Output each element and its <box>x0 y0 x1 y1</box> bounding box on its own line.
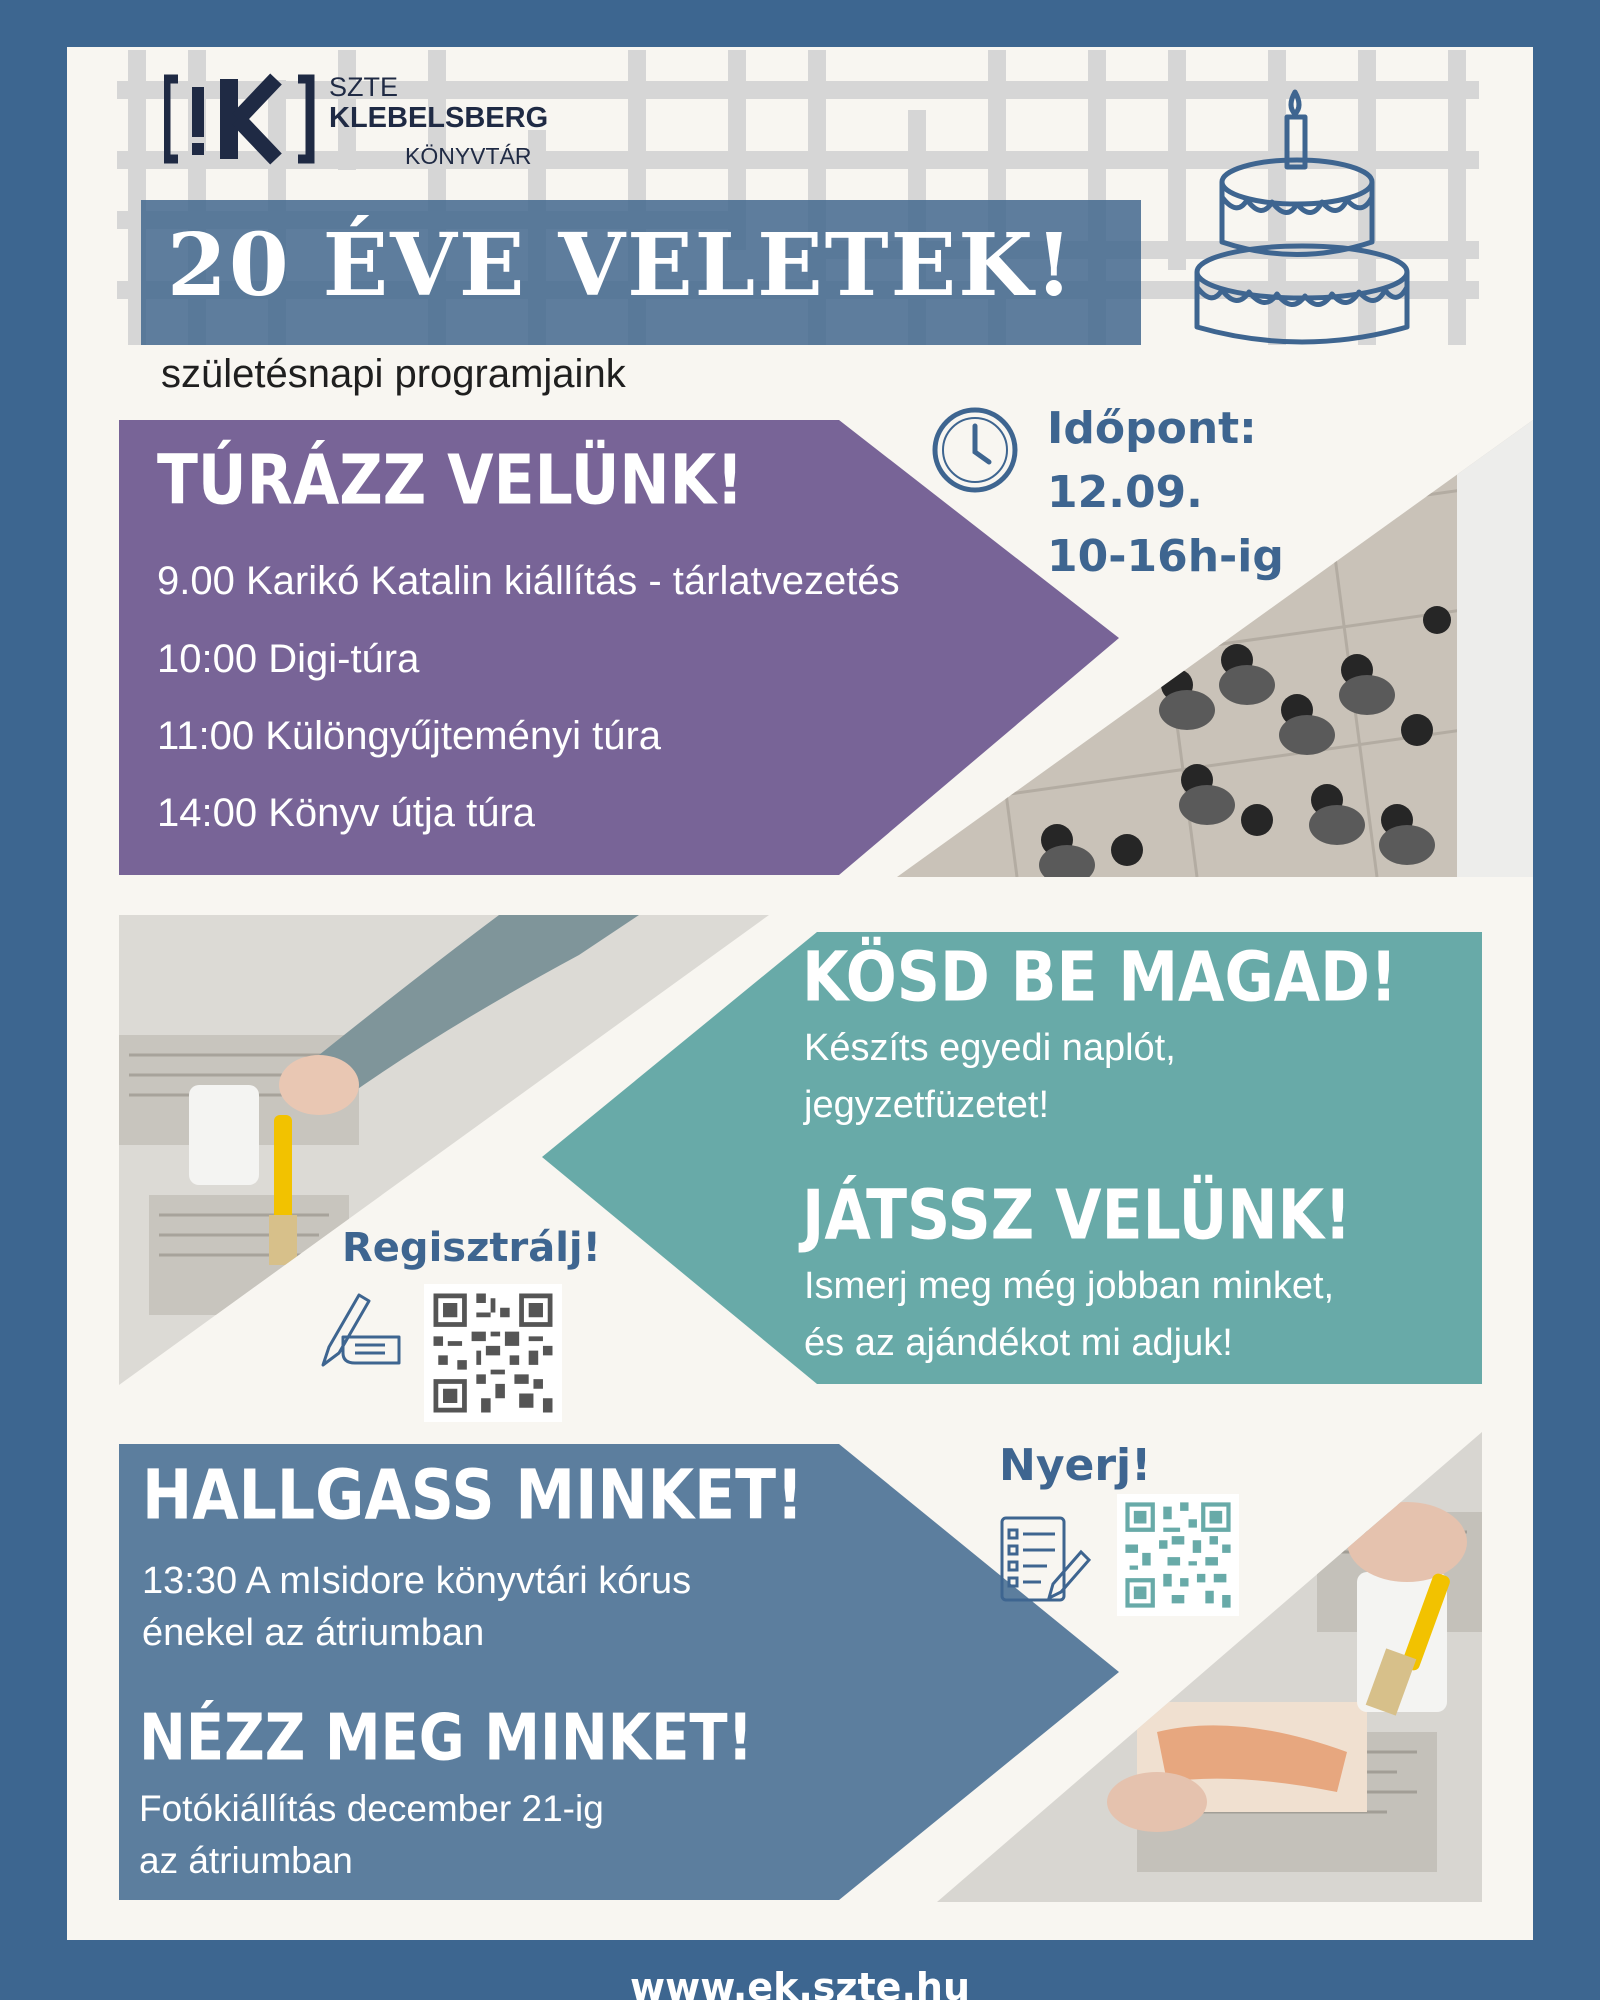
win-label: Nyerj! <box>999 1440 1152 1491</box>
tour-heading: TÚRÁZZ VELÜNK! <box>157 440 744 521</box>
writing-hand-icon <box>315 1287 405 1372</box>
page-title: 20 ÉVE VELETEK! <box>167 215 1075 316</box>
watch-line-2: az átriumban <box>139 1840 353 1881</box>
tour-item-4: 14:00 Könyv útja túra <box>157 791 536 835</box>
page-subtitle: születésnapi programjaink <box>161 352 626 396</box>
footer-url[interactable]: www.ek.szte.hu <box>629 1965 970 2000</box>
game-line-1: Ismerj meg még jobban minket, <box>804 1265 1335 1307</box>
craft-heading: KÖSD BE MAGAD! <box>802 937 1398 1018</box>
register-label: Regisztrálj! <box>342 1225 601 1271</box>
register-qr-code[interactable] <box>424 1284 562 1422</box>
photo-atrium-crowd <box>897 420 1533 877</box>
tour-item-2: 10:00 Digi-túra <box>157 637 420 681</box>
poster-card <box>67 47 1533 1940</box>
listen-line-1: 13:30 A mIsidore könyvtári kórus <box>142 1560 692 1602</box>
cake-icon <box>1187 72 1417 372</box>
tour-item-1: 9.00 Karikó Katalin kiállítás - tárlatvezetés <box>157 559 900 603</box>
craft-line-2: jegyzetfüzetet! <box>804 1084 1050 1126</box>
time-label: Időpont: <box>1047 403 1257 454</box>
logo-line-klebelsberg: KLEBELSBERG <box>329 102 549 134</box>
logo-mark <box>164 67 324 167</box>
time-date: 12.09. <box>1047 467 1203 518</box>
listen-line-2: énekel az átriumban <box>142 1612 485 1654</box>
watch-line-1: Fotókiállítás december 21-ig <box>139 1788 604 1829</box>
time-hours: 10-16h-ig <box>1047 531 1284 582</box>
craft-line-1: Készíts egyedi naplót, <box>804 1027 1176 1069</box>
logo-line-szte: SZTE <box>329 72 399 102</box>
game-line-2: és az ajándékot mi adjuk! <box>804 1322 1233 1364</box>
tour-item-3: 11:00 Különgyűjteményi túra <box>157 714 662 758</box>
listen-heading: HALLGASS MINKET! <box>142 1455 804 1536</box>
watch-heading: NÉZZ MEG MINKET! <box>139 1701 754 1776</box>
photo-painting-right <box>937 1432 1482 1902</box>
game-heading: JÁTSSZ VELÜNK! <box>802 1175 1352 1256</box>
logo-line-konyvtar: KÖNYVTÁR <box>405 143 532 169</box>
